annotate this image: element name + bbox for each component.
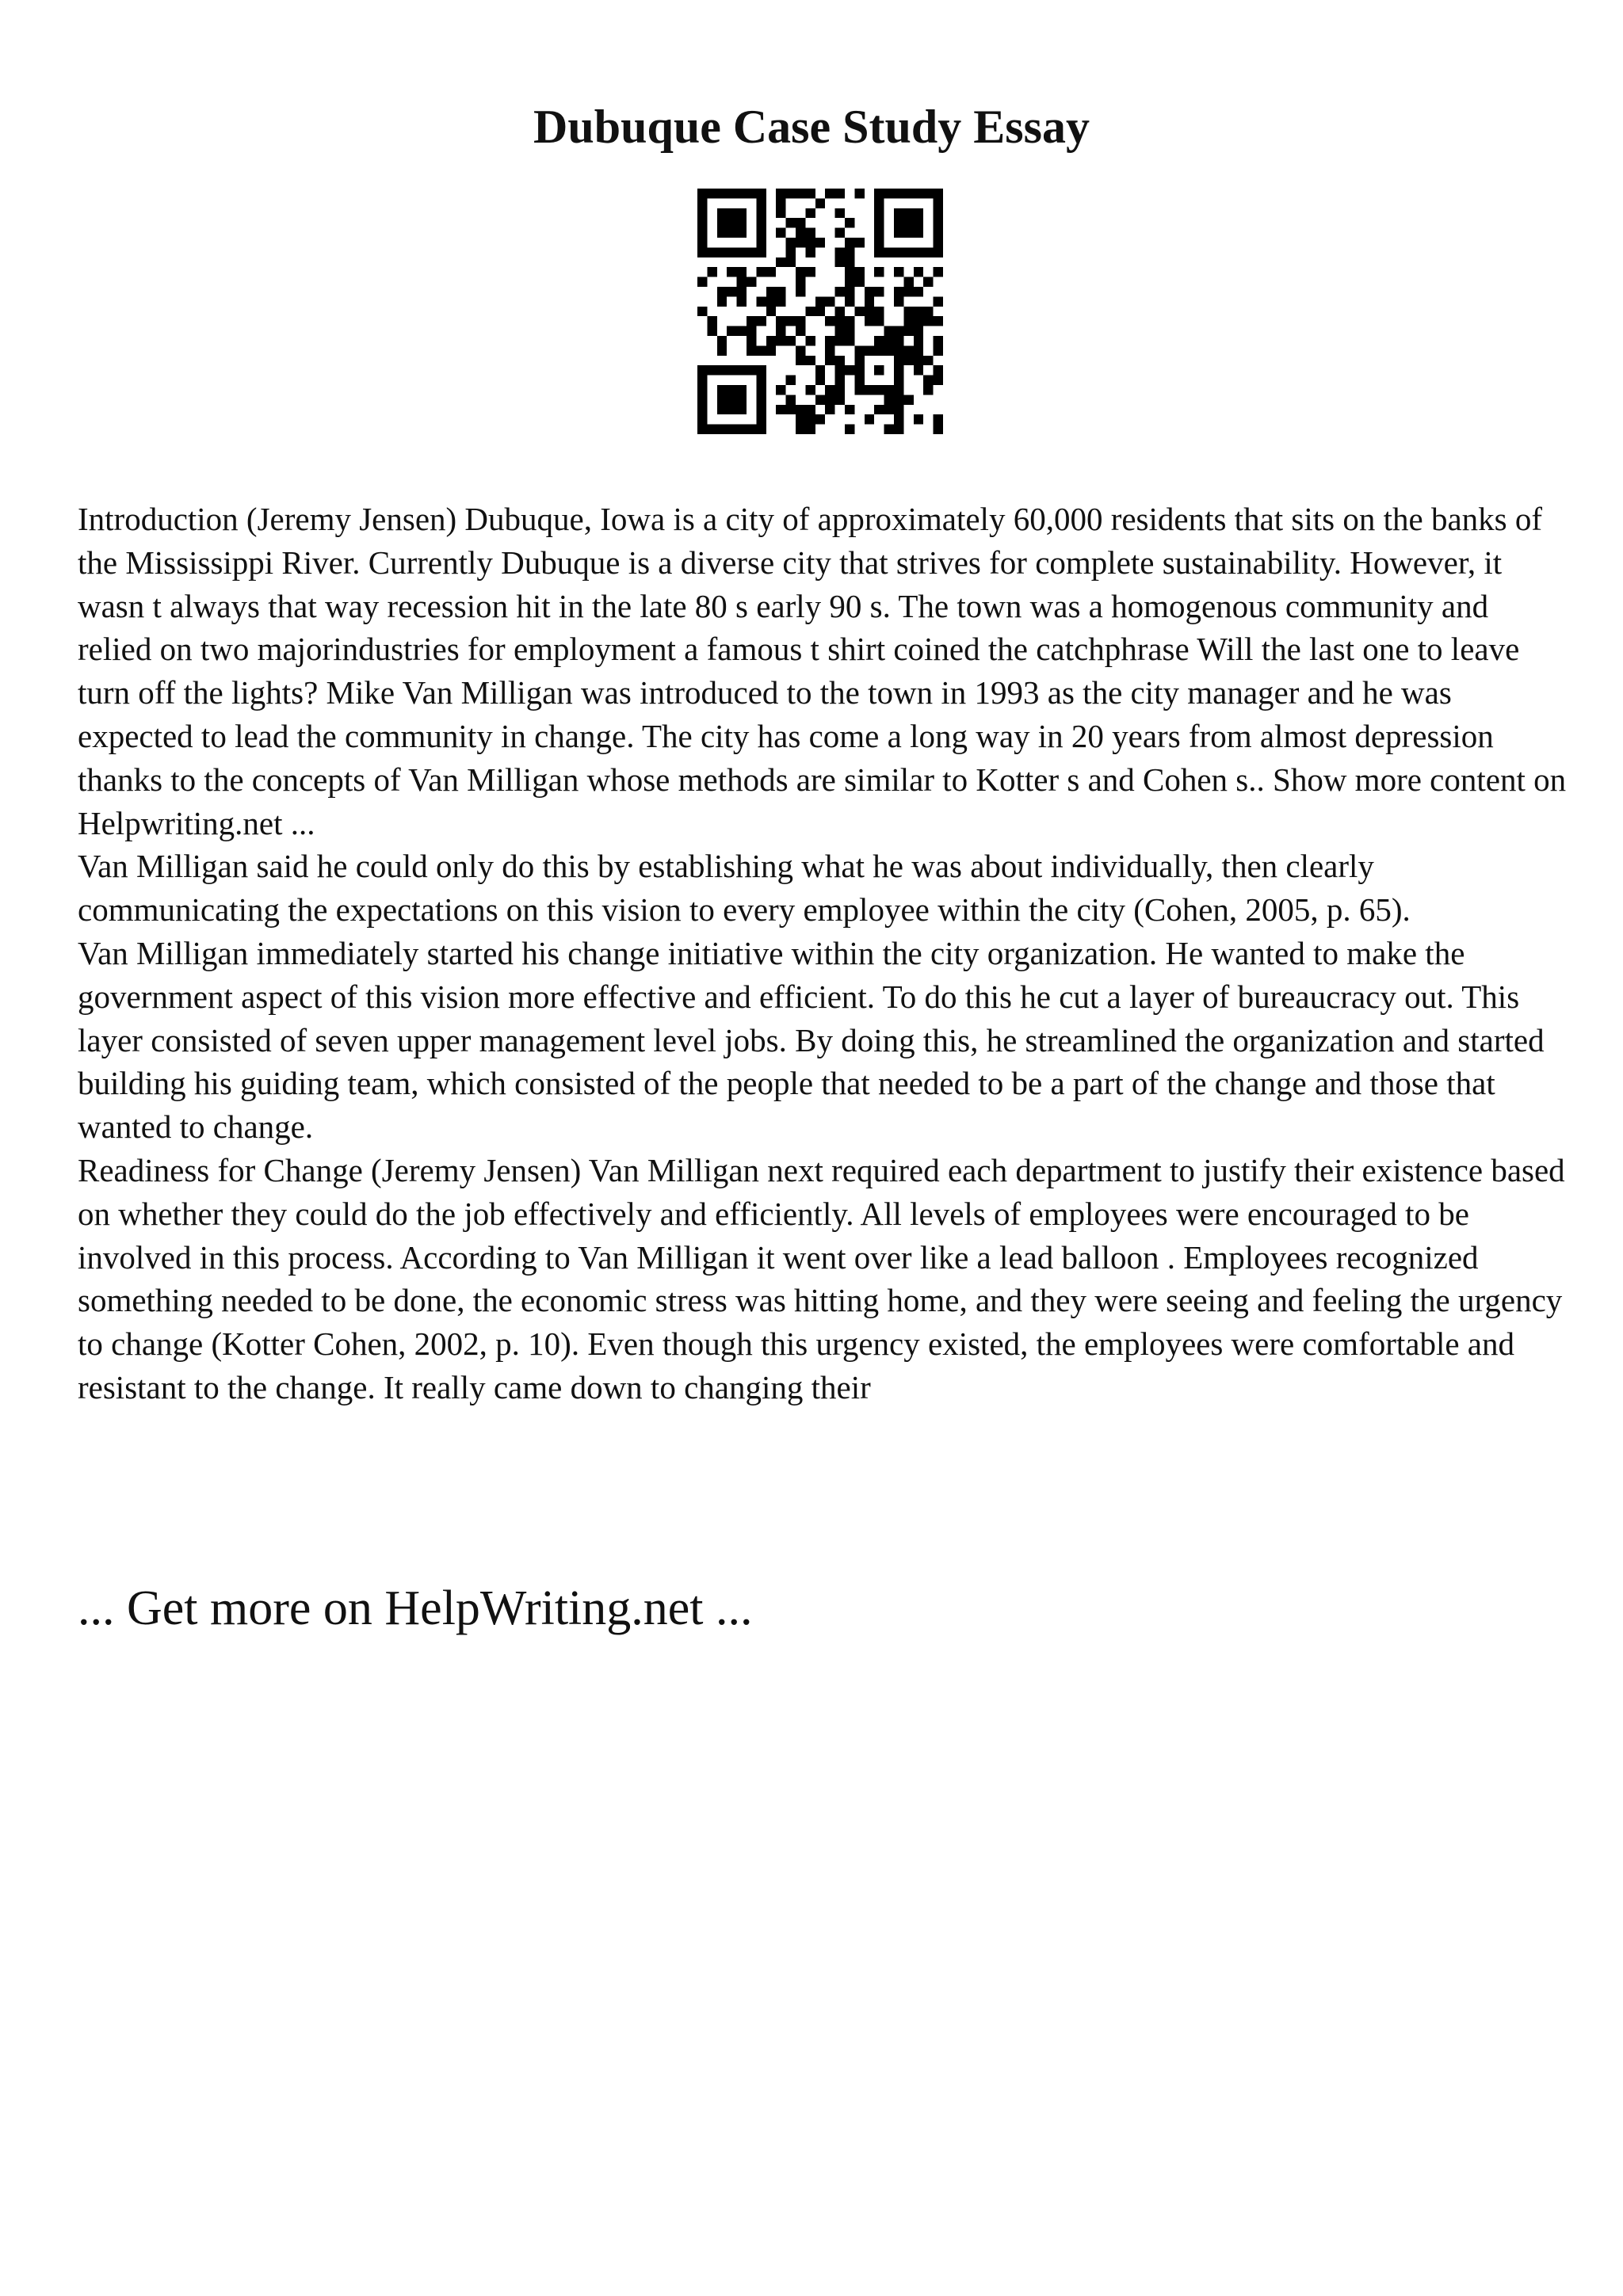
get-more-link[interactable]: ... Get more on HelpWriting.net ...: [78, 1581, 753, 1635]
essay-body: [78, 498, 1568, 1409]
qr-code-icon: [697, 189, 943, 434]
document-title: Dubuque Case Study Essay: [533, 101, 1090, 153]
paragraph-vision: Van Milligan said he could only do this by establishing what he was about individually, then clearly communicating the expectations on this vision to every employee within the city (Cohen, 2005, p. 65).: [78, 848, 1411, 929]
paragraph-introduction: Introduction (Jeremy Jensen) Dubuque, Iowa is a city of approximately 60,000 residents that sits on the banks of the Mississippi River. Currently Dubuque is a diverse city that strives for complete sustainability. However, it wasn t always that way recession hit in the late 80 s early 90 s. The town was a homogenous community and relied on two majorindustries for employment a famous t shirt coined the catchphrase Will the last one to leave turn off the lights? Mike Van Milligan was introduced to the town in 1993 as the city manager and he was expected to lead the community in change. The city has come a long way in 20 years from almost depression thanks to the concepts of Van Milligan whose methods are similar to Kotter s and Cohen s.. Show more content on Helpwriting.net ...: [78, 501, 1567, 841]
paragraph-change-initiative: Van Milligan immediately started his change initiative within the city organization. He wanted to make the government aspect of this vision more effective and efficient. To do this he cut a layer of bureaucracy out. This layer consisted of seven upper management level jobs. By doing this, he streamlined the organization and started building his guiding team, which consisted of the people that needed to be a part of the change and those that wanted to change.: [78, 934, 1545, 1146]
paragraph-readiness: Readiness for Change (Jeremy Jensen) Van Milligan next required each department to justify their existence based on whether they could do the job effectively and efficiently. All levels of employees were encouraged to be involved in this process. According to Van Milligan it went over like a lead balloon . Employees recognized something needed to be done, the economic stress was hitting home, and they were seeing and feeling the urgency to change (Kotter Cohen, 2002, p. 10). Even though this urgency existed, the employees were comfortable and resistant to the change. It really came down to changing their: [78, 1151, 1565, 1405]
